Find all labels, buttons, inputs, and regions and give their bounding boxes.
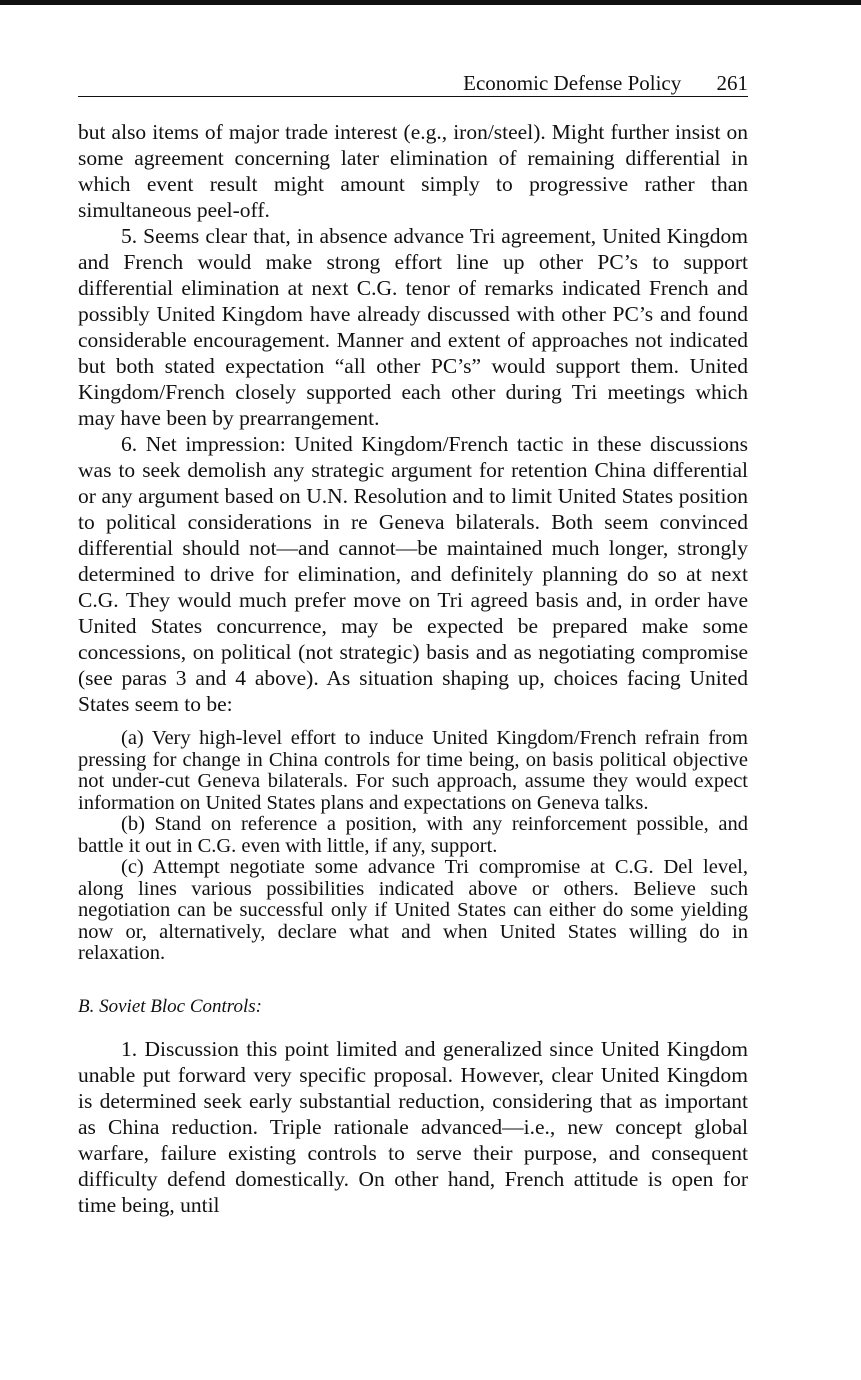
running-header	[78, 70, 748, 97]
page-body	[78, 119, 748, 1218]
section-b-paragraph-1: 1. Discussion this point limited and generalized since United Kingdom unable put forward very specific proposal. However, clear United Kingdom is determined seek early substantial reduction, considering that as important as China reduction. Triple rationale advanced—i.e., new concept global warfare, failure existing controls to serve their purpose, and consequent difficulty defend domestically. On other hand, French attitude is open for time being, until	[78, 1036, 748, 1217]
section-heading-soviet-bloc: B. Soviet Bloc Controls:	[78, 995, 262, 1017]
continuation-paragraph: but also items of major trade interest (e.g., iron/steel). Might further insist on some agreement concerning later elimination of remaining differential in which event result might amount simply to progressive rather than simultaneous peel-off.	[78, 120, 748, 222]
page-number: 261	[716, 71, 748, 95]
choice-b: (b) Stand on reference a position, with any reinforcement possible, and battle it out in C.G. even with little, if any, support.	[78, 813, 748, 857]
page-top-edge	[0, 0, 861, 5]
paragraph-6: 6. Net impression: United Kingdom/French tactic in these discussions was to seek demolish any strategic argument for retention China differential or any argument based on U.N. Resolution and to limit United States position to political considerations in re Geneva bilaterals. Both seem convinced differential should not—and cannot—be maintained much longer, strongly determined to drive for elimination, and definitely planning do so at next C.G. They would much prefer move on Tri agreed basis and, in order have United States concurrence, may be expected be prepared make some concessions, on political (not strategic) basis and as negotiating compromise (see paras 3 and 4 above). As situation shaping up, choices facing United States seem to be:	[78, 432, 748, 716]
running-title: Economic Defense Policy	[463, 71, 682, 95]
choices-block	[78, 728, 748, 965]
choice-a: (a) Very high-level effort to induce United Kingdom/French refrain from pressing for change in China controls for time being, on basis political objective not under-cut Geneva bilaterals. For such approach, assume they would expect information on United States plans and expectations on Geneva talks.	[78, 727, 748, 814]
choice-c: (c) Attempt negotiate some advance Tri compromise at C.G. Del level, along lines various possibilities indicated above or others. Believe such negotiation can be successful only if United States can either do some yielding now or, alternatively, declare what and when United States willing do in relaxation.	[78, 856, 748, 964]
paragraph-5: 5. Seems clear that, in absence advance Tri agreement, United Kingdom and French would make strong effort line up other PC’s to support differential elimination at next C.G. tenor of remarks indicated French and possibly United Kingdom have already discussed with other PC’s and found considerable encouragement. Manner and extent of approaches not indicated but both stated expectation “all other PC’s” would support them. United Kingdom/French closely supported each other during Tri meetings which may have been by prearrangement.	[78, 224, 748, 430]
